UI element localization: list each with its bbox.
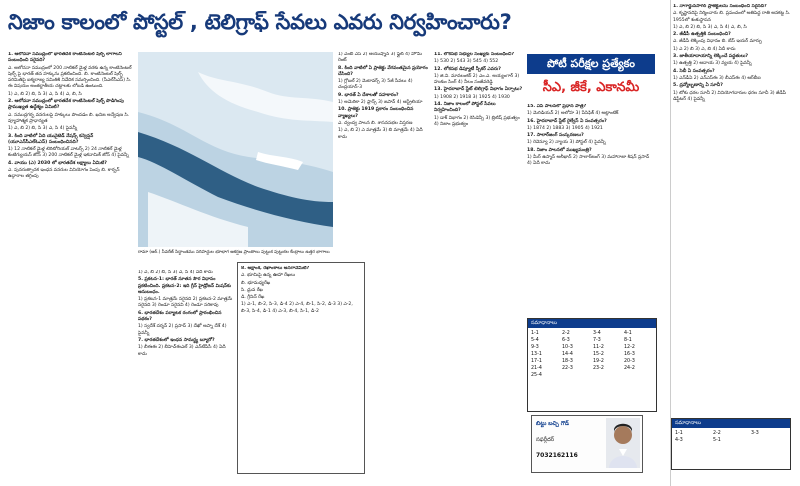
question-text: 2. ఆలోచనా సముద్రంలో భారతదేశ కాంటినెంటల్ షెల్ఫ్ పొడిగింపు ప్రాముఖ్యత ఉద్దేశ్యం ఏమిటి?: [8, 99, 124, 111]
qbox-item: డి. గ్రీనిచ్ రేఖ: [241, 295, 265, 301]
answer-key-item: 15-2: [593, 352, 604, 357]
right-question-column: [673, 4, 795, 412]
question-text: 5. ద్రవ్యోల్బణాన్ని ఏ సూచీ?: [673, 83, 723, 89]
answer-options: 1) ఉత్పత్తి 2) ఆదాయ 3) వ్యయ 4) పైవన్నీ: [673, 61, 752, 67]
question-text: 1. ఆలోచనా సముద్రంలో భారతదేశ కాంటినెంటల్ షెల్ఫ్ లాగాలని సంబంధించి సరైనది?: [8, 52, 122, 64]
qbox-item: బి. భూమధ్యరేఖ: [241, 280, 271, 286]
question-text: 18. నిజాం పాలనలో ముఖ్యమంత్రి?: [527, 147, 592, 153]
answer-options: ఎ. సముద్రగర్భ వనరులపై హక్కులు పొందడం బి. ఖనిజ అన్వేషణ సి. వ్యూహాత్మక ప్రాధాన్యత: [8, 112, 130, 124]
answer-options: 1) మెరిడియన్ 2) అలోహ 3) పేసిఫిక్ 4) అట్లాంటిక్: [527, 111, 619, 117]
answer-options: 1) మీర్ ఉస్మాన్ అలీఖాన్ 2) సాలార్‌జంగ్ 3) మహారాజా కిషన్ ప్రసాద్ 4) ఏదీ కాదు: [527, 155, 650, 167]
answer-options: 1) బీఈఈ 2) బీహెచ్ఈఎల్ 3) ఎన్‌టీపీసీ 4) ఏదీ కాదు: [138, 345, 226, 357]
question-text: 7. భారతదేశంలో ఇంధన సామర్థ్య బ్యూరో?: [138, 337, 215, 343]
answer-key-item: 5-4: [531, 338, 539, 343]
answer-key-item: 18-3: [562, 359, 573, 364]
answer-options: 1) గ్లోబల్ 2) మెటావర్స్ 3) 5జీ సేవలు 4) చంద్రయాన్-3: [338, 79, 413, 91]
page-headline: నిజాం కాలంలో పోస్టల్ , టెలిగ్రాఫ్ సేవలు ఎవరు నిర్వహించారు?: [8, 10, 512, 34]
answer-options: ఎ. ఆలోచనా సముద్రంలో 200 నాటికల్ మైళ్ల వరకు ఉన్న కాంటినెంటల్ షెల్ఫ్ పై భారత్ తన హక్కును ప్రకటించింది. బి. కాంటినెంటల్ షెల్ఫ్ పరిమితిపై ఐక్యరాజ్య సమితికి నివేదిక సమర్పించింది. (సీఎల్‌సీఎస్) సి. ఈ విషయం అంతర్జాతీయ చట్టాలకు లోబడి ఉంటుంది.: [8, 65, 132, 90]
answer-options: 1) ఎ, బి 2) బి, సి 3) ఎ, సి 4) ఎ, బి, సి: [673, 24, 747, 30]
answer-options: 1) 530 2) 543 3) 545 4) 552: [434, 59, 499, 65]
qbox-options: 1) ఎ-1, బి-2, సి-3, డి-4 2) ఎ-4, బి-1, సి-2, డి-3 3) ఎ-2, బి-3, సి-4, డి-1 4) ఎ-3, బి-4, సి-1, డి-2: [241, 302, 353, 314]
answer-options: 1) 1874 2) 1883 3) 1905 4) 1921: [527, 125, 603, 131]
answer-options: 1) 1908 2) 1918 3) 1925 4) 1930: [434, 94, 510, 100]
answer-options: 1) ఎంబీ ఎస్ 2) ఆయుష్మాన్ 3) ఫ్లైట్ 4) హోమ్ రెంట్: [338, 52, 423, 64]
answer-key-item: 21-4: [531, 366, 542, 371]
answer-key-item: 23-2: [593, 366, 604, 371]
question-column-4: [434, 52, 524, 482]
question-text: 16. హైదరాబాద్ స్టేట్ రైల్వేస్ ఏ సంవత్సరం?: [527, 118, 607, 124]
author-place: సఫర్గీదర్: [536, 437, 555, 443]
answer-key-item: 22-3: [562, 366, 573, 371]
answers-box: [527, 318, 657, 412]
question-column-1: [8, 52, 133, 482]
author-card: [531, 415, 643, 473]
arctic-sea-photo: [138, 52, 333, 247]
answer-options: 1) రెవెన్యూ 2) న్యాయ 3) పోస్టల్ 4) పైవన్నీ: [527, 140, 606, 146]
answer-options: 1) అమెరికా 2) ఫ్రాన్స్ 3) జపాన్ 4) ఆస్ట్రేలియా: [338, 100, 423, 106]
answer-key-item: 25-4: [531, 373, 542, 378]
question-text: 4. సెబీ ఏ సంవత్సరం?: [673, 68, 715, 74]
qbox-item: సి. ధ్రువ రేఖ: [241, 287, 263, 293]
answer-options: 1) జి.వి. మావలంకర్ 2) ఎం.ఎ. అయ్యంగార్ 3) హుకుం సింగ్ 4) నీలం సంజీవరెడ్డి: [434, 73, 520, 86]
question-text: 10. ప్రాజెక్టు 1919 ప్రకారం సంబంధించిన వ్యాఖ్యలు?: [338, 107, 414, 119]
answer-key-item: 2-2: [713, 431, 721, 436]
right-answers-box: [671, 418, 791, 470]
question-text: 3. జాతీయాదాయాన్ని లెక్కించే పద్ధతులు?: [673, 54, 749, 60]
answer-key-item: 16-3: [624, 352, 635, 357]
answer-key-item: 8-1: [624, 338, 632, 343]
answer-key-item: 3-3: [751, 431, 759, 436]
question-column-2: [138, 270, 233, 480]
answer-options: 1) ప్రకటన-1 మాత్రమే సరైనది 2) ప్రకటన-2 మాత్రమే సరైనది 3) రెండూ సరైనవి 4) రెండూ సరికావు: [138, 297, 233, 309]
answer-options: 1) ఎ, బి 2) బి, సి 3) ఎ, సి 4) ఏదీ కాదు: [138, 270, 213, 275]
right-answers-title: సమాధానాలు: [672, 419, 790, 428]
answer-options: 1) ఎ, బి 2) బి, సి 3) ఎ, సి 4) ఎ, బి, సి: [8, 91, 82, 97]
question-column-3: [338, 52, 430, 482]
question-text: 9. భారత్ ఏ దేశాలతో సహకారం?: [338, 92, 399, 98]
answer-options: ఎ. జీడీపీ లెక్కింపు విధానం బి. బేస్ ఇయర్ మార్పు: [673, 39, 762, 45]
author-phone: 7032162116: [536, 452, 578, 459]
answer-key-item: 17-1: [531, 359, 542, 364]
qbox-item: ఎ. భూమిపై ఉన్న ఊహా రేఖలు: [241, 273, 296, 279]
question-text: 15. ఏపీ పాలనలో ప్రధాన పాత్ర?: [527, 104, 587, 109]
answer-key-item: 19-2: [593, 359, 604, 364]
answer-key-item: 11-2: [593, 345, 604, 350]
author-name: బిట్టు బచ్చి గౌడ్: [536, 421, 569, 427]
answer-key-item: 3-4: [593, 331, 601, 336]
answer-key-item: 9-3: [531, 345, 539, 350]
answer-key-item: 4-3: [675, 438, 683, 443]
answer-key-item: 4-1: [624, 331, 632, 336]
answer-key-item: 1-1: [531, 331, 539, 336]
question-text: 2. జీడీపీ ఉత్పత్తికి సంబంధించి?: [673, 32, 731, 38]
question-text: 8. కింది వాటిలో ఏ ప్రాజెక్టు వేగవంతమైన ప్రయోగం చేసింది?: [338, 65, 428, 77]
question-text: 1. నాగార్జునసాగర్ ప్రాజెక్టులను సంబంధించి సరైనది?: [673, 4, 767, 9]
answer-key-item: 13-1: [531, 352, 542, 357]
answer-key-item: 2-2: [562, 331, 570, 336]
question-text: 13. హైదరాబాద్ స్టేట్ టెలిగ్రాఫ్ విభాగం ఏర్పాటు?: [434, 87, 523, 93]
answers-grid: [528, 328, 656, 381]
question-text: 5. ప్రకటన-1: భారత్ నూతన సౌర విధానం ప్రకటించింది. ప్రకటన-2: ఇది గ్రీన్ హైడ్రోజన్ మిషన్‌కు అనుబంధం.: [138, 277, 231, 295]
answer-options: 1) 12 నాటికల్ మైళ్ల టెరిటోరియల్ వాటర్స్ 2) 24 నాటికల్ మైళ్ల కంటిగ్యుయస్ జోన్ 3) 200 నాటికల్ మైళ్ల ఇకనామిక్ జోన్ 4) పైవన్నీ: [8, 147, 129, 159]
answer-key-item: 12-2: [624, 345, 635, 350]
question-text: 3. కింది వాటిలో ఏది యునైటెడ్ నేషన్స్ కన్వెన్షన్ (యూఎన్‌సీఎల్ఓఎస్) సంబంధించినది?: [8, 133, 94, 145]
question-text: 12. లోకసభ డిప్యూటీ స్పీకర్ ఎవరు?: [434, 66, 501, 72]
answer-key-item: 7-3: [593, 338, 601, 343]
answer-key-item: 1-1: [675, 431, 683, 436]
question-text: 11. లోకసభ సభ్యుల సంఖ్యకు సంబంధించి?: [434, 52, 515, 57]
answer-options: 1) టోకు ధరల సూచీ 2) వినియోగదారుల ధరల సూచీ 3) జీడీపీ డిఫ్లేటర్ 4) పైవన్నీ: [673, 90, 787, 102]
answer-options: ఎ. పునరుత్పాదక ఇంధన వనరుల వినియోగం పెంపు బి. కార్బన్ ఉద్గారాల తగ్గింపు: [8, 168, 120, 180]
answer-key-item: 10-3: [562, 345, 573, 350]
right-answers-grid: [672, 428, 790, 446]
question-text: 6. భారతదేశం పర్యాటక రంగంలో ప్రారంభించిన పథకం?: [138, 310, 222, 323]
competition-banner: పోటీ పరీక్షల ప్రత్యేకం: [527, 54, 655, 74]
answer-key-item: 5-1: [713, 438, 721, 443]
answer-key-item: 14-4: [562, 352, 573, 357]
question-text: 17. సాలార్‌జంగ్ సంస్కరణలు?: [527, 133, 584, 139]
answer-options: ఎ. ద్వంద్వ పాలన బి. శాసనసభల విస్తరణ: [338, 120, 413, 126]
answer-key-item: 6-3: [562, 338, 570, 343]
photo-caption: రామా (ఆర్.) సీవరేజ్ సిద్ధాంతము సరిహద్దుల భూభాగ ఆకర్షణ ప్రాంతాలు పుట్టుక పుట్టుకల కేంద్రాలు ఉత్తర భాగాలు: [138, 250, 330, 255]
answer-options: 1) ఎ 2) బి 3) ఎ, బి 4) ఏదీ కాదు: [673, 46, 736, 52]
answer-key-item: 20-3: [624, 359, 635, 364]
answer-key-item: 24-2: [624, 366, 635, 371]
answer-options: 1) డాక్ విభాగం 2) రెసిడెన్సీ 3) బ్రిటిష్ ప్రభుత్వం 4) నిజాం ప్రభుత్వం: [434, 115, 520, 127]
answer-options: ఎ. కృష్ణానదిపై నిర్మించారు బి. ప్రపంచంలో అతిపెద్ద రాతి ఆనకట్ట సి. 1955లో శంకుస్థాపన: [673, 11, 791, 23]
qbox-title: 8. అక్షాంశ, రేఖాంశాలు అనగానేమిటి?: [241, 266, 310, 271]
answer-options: 1) స్వదేశ్ దర్శన్ 2) ప్రసాద్ 3) దేఖో అప్నా దేశ్ 4) పైవన్నీ: [138, 324, 227, 336]
answers-title: సమాధానాలు: [528, 319, 656, 328]
question-text: 14. నిజాం కాలంలో పోస్టల్ సేవలు నిర్వహించింది?: [434, 102, 496, 114]
question-column-5: [527, 104, 655, 314]
answer-options: 1) ఎన్‌డీఏ 2) ఎన్‌ఎస్‌ఈ 3) బీఎస్‌ఈ 4) ఆర్‌బీఐ: [673, 75, 761, 81]
answer-options: 1) ఎ, బి 2) బి, సి 3) ఎ, సి 4) పైవన్నీ: [8, 126, 78, 132]
author-photo: [606, 418, 640, 468]
question-text: 4. వాయు (ఎ) 2030 లో భారతదేశ లక్ష్యాలు ఏమిటి?: [8, 160, 107, 166]
subject-banner: సీఎ, జీకే, ఎకానమీ: [542, 80, 640, 95]
answer-options: 1) ఎ, బి 2) ఎ మాత్రమే 3) బి మాత్రమే 4) ఏదీ కాదు: [338, 128, 423, 140]
